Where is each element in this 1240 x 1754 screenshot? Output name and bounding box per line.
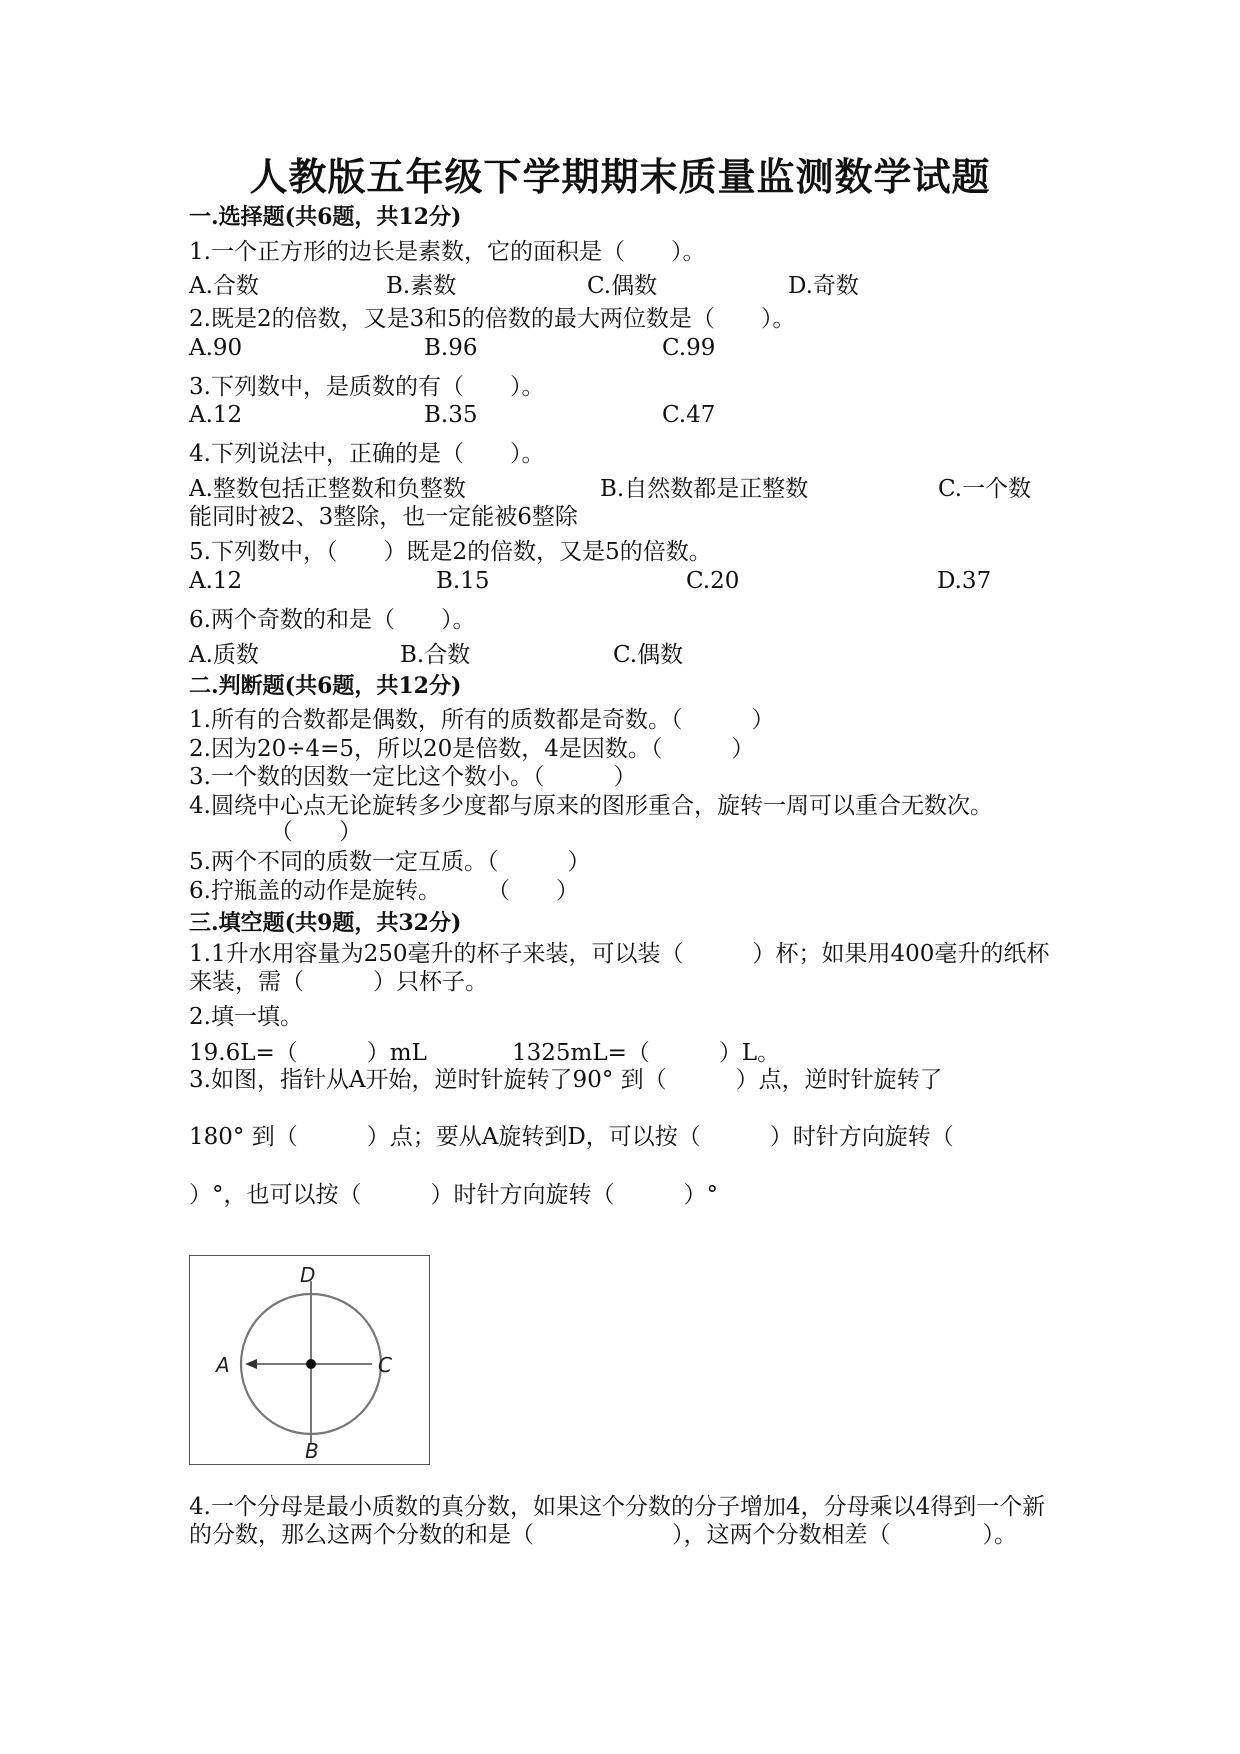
question-3-stem: 3.下列数中，是质数的有（ ）。 bbox=[189, 374, 545, 400]
question-2-stem: 2.既是2的倍数，又是3和5的倍数的最大两位数是（ ）。 bbox=[189, 306, 796, 332]
question-2-option-a: A.90 bbox=[189, 335, 243, 361]
fill-question-1: 1.1升水用容量为250毫升的杯子来装，可以装（ ）杯；如果用400毫升的纸杯来装，需（ ）只杯子。 bbox=[189, 941, 1050, 995]
question-3-option-b: B.35 bbox=[424, 402, 478, 428]
question-4-option-a: A.整数包括正整数和负整数 bbox=[189, 476, 466, 502]
question-1-option-c: C.偶数 bbox=[587, 273, 658, 299]
judgement-item-1: 1.所有的合数都是偶数，所有的质数都是奇数。（ ） bbox=[189, 707, 775, 733]
figure-label-a: A bbox=[216, 1353, 230, 1377]
question-3-option-a: A.12 bbox=[189, 402, 243, 428]
question-5-option-a: A.12 bbox=[189, 568, 243, 594]
rotation-figure-svg bbox=[190, 1256, 428, 1463]
figure-label-b: B bbox=[305, 1439, 319, 1463]
judgement-item-4: 4.圆绕中心点无论旋转多少度都与原来的图形重合，旋转一周可以重合无数次。 bbox=[189, 793, 993, 819]
question-6-option-c: C.偶数 bbox=[613, 642, 684, 668]
page-title: 人教版五年级下学期期末质量监测数学试题 bbox=[249, 154, 991, 199]
question-2-option-b: B.96 bbox=[424, 335, 478, 361]
section-heading-judgement: 二.判断题(共6题，共12分) bbox=[189, 673, 462, 699]
question-4-stem: 4.下列说法中，正确的是（ ）。 bbox=[189, 441, 545, 467]
question-4-option-b: B.自然数都是正整数 bbox=[600, 476, 809, 502]
fill-question-2-part-a: 19.6L=（ ）mL bbox=[189, 1040, 427, 1066]
question-6-option-b: B.合数 bbox=[400, 642, 471, 668]
question-6-stem: 6.两个奇数的和是（ ）。 bbox=[189, 607, 476, 633]
question-4-option-c-continuation: 能同时被2、3整除，也一定能被6整除 bbox=[189, 504, 578, 530]
figure-label-d: D bbox=[300, 1263, 316, 1287]
judgement-item-3: 3.一个数的因数一定比这个数小。（ ） bbox=[189, 764, 637, 790]
judgement-item-4-blank: （ ） bbox=[270, 819, 362, 845]
judgement-item-2: 2.因为20÷4=5，所以20是倍数，4是因数。（ ） bbox=[189, 736, 755, 762]
fill-question-4: 4.一个分母是最小质数的真分数，如果这个分数的分子增加4，分母乘以4得到一个新的分数，那么这两个分数的和是（ ），这两个分数相差（ ）。 bbox=[189, 1494, 1046, 1548]
question-5-option-c: C.20 bbox=[686, 568, 740, 594]
fill-question-3-line-1: 3.如图，指针从A开始，逆时针旋转了90° 到（ ）点，逆时针旋转了 bbox=[189, 1067, 943, 1093]
fill-question-2-part-b: 1325mL=（ ）L。 bbox=[512, 1040, 781, 1066]
question-2-option-c: C.99 bbox=[662, 335, 716, 361]
question-1-stem: 1.一个正方形的边长是素数，它的面积是（ ）。 bbox=[189, 239, 706, 265]
question-4-option-c: C.一个数 bbox=[938, 476, 1032, 502]
question-6-option-a: A.质数 bbox=[189, 642, 259, 668]
pointer-arrowhead-icon bbox=[245, 1359, 257, 1369]
section-heading-choice: 一.选择题(共6题，共12分) bbox=[189, 204, 462, 230]
figure-center-dot bbox=[306, 1359, 316, 1369]
rotation-figure bbox=[189, 1255, 430, 1465]
figure-label-c: C bbox=[378, 1353, 392, 1377]
section-heading-fill-in: 三.填空题(共9题，共32分) bbox=[189, 910, 462, 936]
fill-question-3-line-3: ）°，也可以按（ ）时针方向旋转（ ）° bbox=[189, 1182, 718, 1208]
question-1-option-b: B.素数 bbox=[386, 273, 457, 299]
question-5-option-b: B.15 bbox=[436, 568, 490, 594]
fill-question-2-stem: 2.填一填。 bbox=[189, 1004, 303, 1030]
judgement-item-6: 6.拧瓶盖的动作是旋转。 （ ） bbox=[189, 878, 579, 904]
fill-question-3-line-2: 180° 到（ ）点；要从A旋转到D，可以按（ ）时针方向旋转（ bbox=[189, 1124, 954, 1150]
question-1-option-a: A.合数 bbox=[189, 273, 259, 299]
question-1-option-d: D.奇数 bbox=[788, 273, 859, 299]
question-5-stem: 5.下列数中，（ ）既是2的倍数，又是5的倍数。 bbox=[189, 539, 712, 565]
judgement-item-5: 5.两个不同的质数一定互质。（ ） bbox=[189, 849, 591, 875]
question-3-option-c: C.47 bbox=[662, 402, 716, 428]
question-5-option-d: D.37 bbox=[937, 568, 992, 594]
